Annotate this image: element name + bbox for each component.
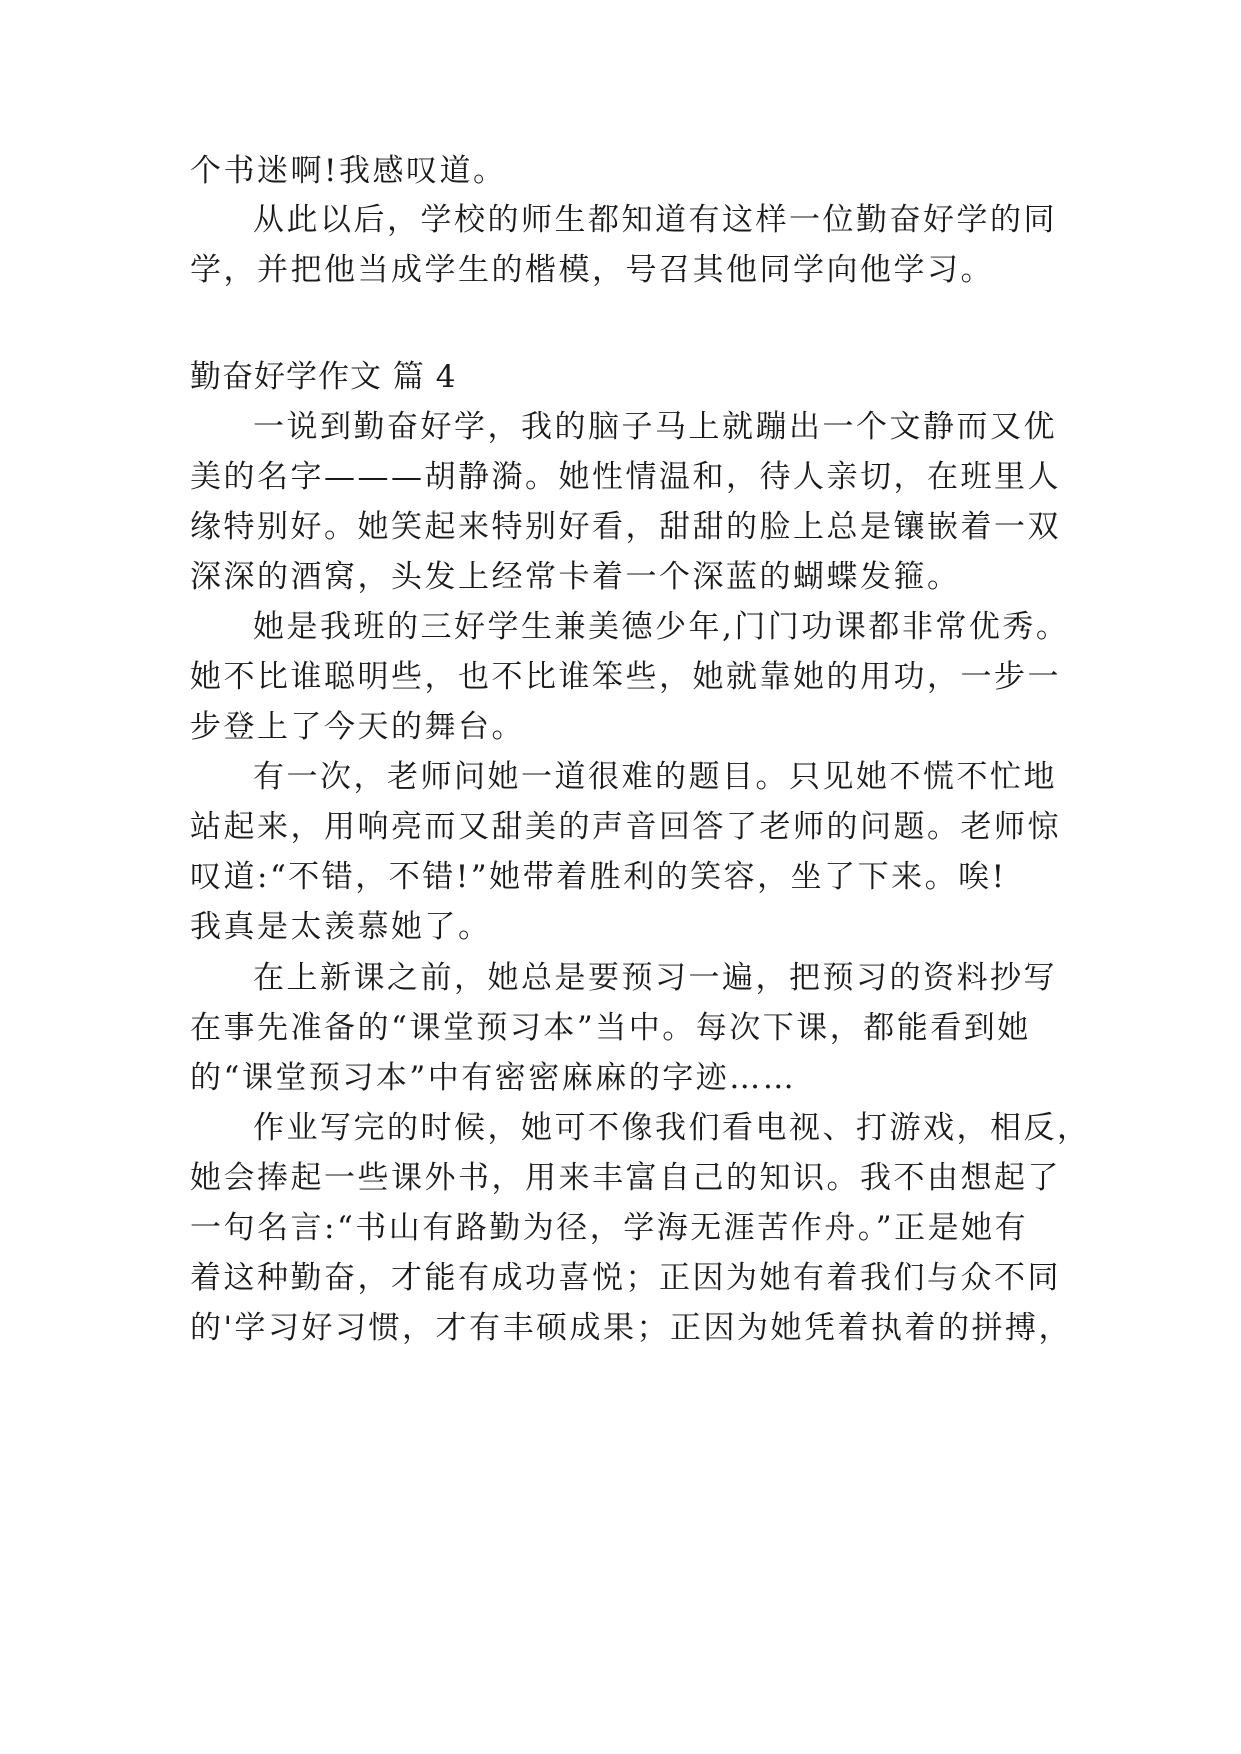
paragraph-first-line: 一说到勤奋好学，我的脑子马上就蹦出一个文静而又优 — [253, 409, 1057, 445]
paragraph-first-line: 在上新课之前，她总是要预习一遍，把预习的资料抄写 — [253, 960, 1057, 996]
text-line: 深深的酒窝，头发上经常卡着一个深蓝的蝴蝶发箍。 — [190, 559, 961, 595]
section-heading: 勤奋好学作文 篇 4 — [190, 359, 457, 395]
paragraph-first-line: 她是我班的三好学生兼美德少年,门门功课都非常优秀。 — [253, 609, 1070, 645]
text-line: 的'学习好习惯，才有丰硕成果；正因为她凭着执着的拼搏， — [190, 1310, 1073, 1346]
text-line: 缘特别好。她笑起来特别好看，甜甜的脸上总是镶嵌着一双 — [190, 509, 1061, 545]
text-line: 步登上了今天的舞台。 — [190, 709, 525, 745]
text-line: 在事先准备的“课堂预习本”当中。每次下课，都能看到她 — [190, 1010, 1031, 1046]
text-line: 她会捧起一些课外书，用来丰富自己的知识。我不由想起了 — [190, 1160, 1061, 1196]
text-line: 的“课堂预习本”中有密密麻麻的字迹…… — [190, 1060, 797, 1096]
paragraph-first-line: 有一次，老师问她一道很难的题目。只见她不慌不忙地 — [253, 759, 1057, 795]
text-line: 着这种勤奋，才能有成功喜悦；正因为她有着我们与众不同 — [190, 1260, 1061, 1296]
text-line: 我真是太羡慕她了。 — [190, 909, 492, 945]
paragraph-first-line: 作业写完的时候，她可不像我们看电视、打游戏，相反， — [253, 1110, 1091, 1146]
text-line: 站起来，用响亮而又甜美的声音回答了老师的问题。老师惊 — [190, 809, 1061, 845]
text-line: 叹道:“不错，不错!”她带着胜利的笑容，坐了下来。唉! — [190, 859, 1007, 895]
text-line: 美的名字———胡静漪。她性情温和，待人亲切，在班里人 — [190, 459, 1061, 495]
text-line: 她不比谁聪明些，也不比谁笨些，她就靠她的用功，一步一 — [190, 659, 1061, 695]
text-line: 个书迷啊!我感叹道。 — [190, 153, 507, 189]
text-line: 一句名言:“书山有路勤为径，学海无涯苦作舟。”正是她有 — [190, 1210, 1029, 1246]
paragraph-first-line: 从此以后，学校的师生都知道有这样一位勤奋好学的同 — [253, 202, 1057, 238]
text-line: 学，并把他当成学生的楷模，号召其他同学向他学习。 — [190, 252, 994, 288]
